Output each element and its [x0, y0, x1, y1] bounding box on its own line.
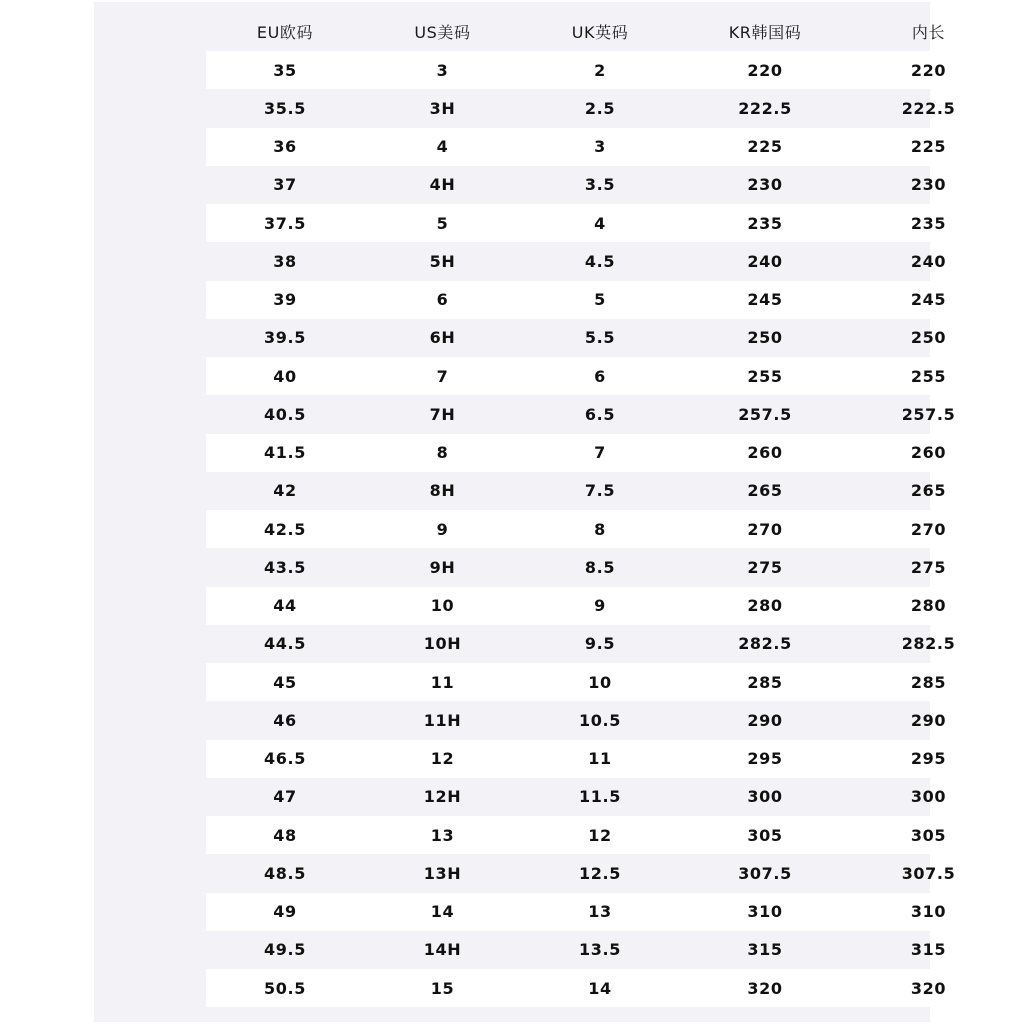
us-size-cell: 10H [423, 634, 462, 654]
inner-length-cell: 300 [910, 787, 947, 807]
kr-size-cell: 307.5 [738, 863, 792, 883]
table-row [206, 357, 1006, 395]
table-row [206, 854, 1006, 892]
us-size-cell: 13 [430, 825, 455, 845]
eu-size-cell: 45 [273, 672, 297, 692]
eu-size-cell: 39 [273, 290, 297, 310]
eu-size-cell: 41.5 [264, 443, 306, 463]
inner-length-cell: 260 [910, 443, 947, 463]
inner-length-cell: 290 [910, 710, 947, 730]
us-size-cell: 13H [423, 863, 462, 883]
eu-size-cell: 42 [273, 481, 297, 501]
inner-length-cell: 265 [910, 481, 947, 501]
header-inner-length: 内长 [911, 23, 946, 42]
us-size-cell: 14H [423, 940, 462, 960]
eu-size-cell: 36 [273, 137, 297, 157]
eu-size-cell: 35 [273, 60, 297, 80]
uk-size-cell: 13 [588, 902, 612, 922]
us-size-cell: 11H [423, 710, 462, 730]
us-size-cell: 6H [429, 328, 456, 348]
table-row [206, 319, 1006, 357]
uk-size-cell: 8.5 [584, 557, 616, 577]
us-size-cell: 15 [430, 978, 455, 998]
inner-length-cell: 255 [910, 366, 947, 386]
us-size-cell: 4 [436, 137, 449, 157]
uk-size-cell: 5.5 [584, 328, 616, 348]
inner-length-cell: 245 [910, 290, 947, 310]
size-chart-panel [94, 2, 956, 1022]
inner-length-cell: 310 [910, 902, 947, 922]
table-row [206, 740, 1006, 778]
size-chart-table [206, 12, 1006, 1007]
kr-size-cell: 235 [747, 213, 783, 233]
inner-length-cell: 280 [910, 596, 947, 616]
kr-size-cell: 225 [747, 137, 783, 157]
table-row [206, 701, 1006, 739]
kr-size-cell: 290 [747, 710, 783, 730]
table-row [206, 89, 1006, 127]
table-row [206, 969, 1006, 1007]
us-size-cell: 7 [436, 366, 449, 386]
eu-size-cell: 44 [273, 596, 297, 616]
kr-size-cell: 240 [747, 251, 783, 271]
uk-size-cell: 6.5 [584, 404, 616, 424]
uk-size-cell: 12 [588, 825, 612, 845]
table-row [206, 472, 1006, 510]
eu-size-cell: 48 [273, 825, 297, 845]
kr-size-cell: 220 [747, 60, 783, 80]
kr-size-cell: 257.5 [738, 404, 792, 424]
inner-length-cell: 315 [910, 940, 947, 960]
inner-length-cell: 257.5 [901, 404, 956, 424]
eu-size-cell: 39.5 [264, 328, 306, 348]
table-row [206, 778, 1006, 816]
kr-size-cell: 282.5 [738, 634, 792, 654]
kr-size-cell: 310 [747, 902, 783, 922]
table-row [206, 663, 1006, 701]
uk-size-cell: 9.5 [584, 634, 616, 654]
inner-length-cell: 282.5 [901, 634, 956, 654]
us-size-cell: 7H [429, 404, 456, 424]
eu-size-cell: 46 [273, 710, 297, 730]
table-row [206, 395, 1006, 433]
uk-size-cell: 4 [594, 213, 606, 233]
us-size-cell: 10 [430, 596, 455, 616]
table-row [206, 893, 1006, 931]
inner-length-cell: 220 [910, 60, 947, 80]
inner-length-cell: 295 [910, 749, 947, 769]
eu-size-cell: 44.5 [264, 634, 306, 654]
eu-size-cell: 48.5 [264, 863, 306, 883]
uk-size-cell: 9 [594, 596, 606, 616]
inner-length-cell: 230 [910, 175, 947, 195]
inner-length-cell: 275 [910, 557, 947, 577]
uk-size-cell: 14 [588, 978, 612, 998]
kr-size-cell: 285 [747, 672, 783, 692]
table-row [206, 51, 1006, 89]
uk-size-cell: 10 [588, 672, 612, 692]
uk-size-cell: 12.5 [579, 863, 621, 883]
table-row [206, 816, 1006, 854]
kr-size-cell: 280 [747, 596, 783, 616]
uk-size-cell: 7 [594, 443, 606, 463]
header-kr: KR韩国码 [728, 23, 802, 42]
eu-size-cell: 43.5 [264, 557, 306, 577]
eu-size-cell: 37 [273, 175, 297, 195]
uk-size-cell: 2 [594, 60, 606, 80]
uk-size-cell: 11.5 [579, 787, 621, 807]
us-size-cell: 9H [429, 557, 456, 577]
eu-size-cell: 47 [273, 787, 297, 807]
us-size-cell: 3H [429, 98, 456, 118]
kr-size-cell: 300 [747, 787, 783, 807]
inner-length-cell: 225 [910, 137, 947, 157]
uk-size-cell: 6 [594, 366, 606, 386]
us-size-cell: 12 [430, 749, 455, 769]
table-row [206, 128, 1006, 166]
us-size-cell: 8 [436, 443, 449, 463]
inner-length-cell: 307.5 [901, 863, 956, 883]
header-us: US美码 [414, 23, 471, 42]
inner-length-cell: 240 [910, 251, 947, 271]
uk-size-cell: 3.5 [584, 175, 616, 195]
eu-size-cell: 49.5 [264, 940, 306, 960]
uk-size-cell: 8 [594, 519, 606, 539]
inner-length-cell: 235 [910, 213, 947, 233]
us-size-cell: 5 [436, 213, 449, 233]
us-size-cell: 14 [430, 902, 455, 922]
uk-size-cell: 7.5 [584, 481, 616, 501]
uk-size-cell: 3 [594, 137, 606, 157]
kr-size-cell: 245 [747, 290, 783, 310]
us-size-cell: 12H [423, 787, 462, 807]
eu-size-cell: 42.5 [264, 519, 306, 539]
kr-size-cell: 305 [747, 825, 783, 845]
table-row [206, 548, 1006, 586]
us-size-cell: 11 [430, 672, 455, 692]
kr-size-cell: 250 [747, 328, 783, 348]
table-row [206, 434, 1006, 472]
eu-size-cell: 40 [273, 366, 297, 386]
kr-size-cell: 230 [747, 175, 783, 195]
us-size-cell: 8H [429, 481, 456, 501]
table-row [206, 587, 1006, 625]
us-size-cell: 9 [436, 519, 449, 539]
inner-length-cell: 222.5 [901, 98, 956, 118]
kr-size-cell: 255 [747, 366, 783, 386]
eu-size-cell: 35.5 [264, 98, 306, 118]
table-header-row [206, 12, 1006, 51]
kr-size-cell: 275 [747, 557, 783, 577]
table-row [206, 242, 1006, 280]
eu-size-cell: 49 [273, 902, 297, 922]
inner-length-cell: 305 [910, 825, 947, 845]
kr-size-cell: 295 [747, 749, 783, 769]
uk-size-cell: 5 [594, 290, 606, 310]
inner-length-cell: 285 [910, 672, 947, 692]
header-uk: UK英码 [571, 23, 629, 42]
us-size-cell: 5H [429, 251, 456, 271]
table-row [206, 166, 1006, 204]
uk-size-cell: 10.5 [579, 710, 621, 730]
eu-size-cell: 50.5 [264, 978, 306, 998]
table-row [206, 510, 1006, 548]
kr-size-cell: 320 [747, 978, 783, 998]
table-body [206, 51, 1006, 1007]
header-eu: EU欧码 [256, 23, 314, 42]
eu-size-cell: 38 [273, 251, 297, 271]
uk-size-cell: 4.5 [584, 251, 616, 271]
table-row [206, 281, 1006, 319]
kr-size-cell: 270 [747, 519, 783, 539]
table-row [206, 204, 1006, 242]
inner-length-cell: 270 [910, 519, 947, 539]
us-size-cell: 4H [429, 175, 456, 195]
uk-size-cell: 11 [588, 749, 612, 769]
table-row [206, 931, 1006, 969]
inner-length-cell: 320 [910, 978, 947, 998]
eu-size-cell: 40.5 [264, 404, 306, 424]
uk-size-cell: 13.5 [579, 940, 621, 960]
eu-size-cell: 46.5 [264, 749, 306, 769]
us-size-cell: 3 [436, 60, 449, 80]
table-row [206, 625, 1006, 663]
us-size-cell: 6 [436, 290, 449, 310]
kr-size-cell: 260 [747, 443, 783, 463]
kr-size-cell: 315 [747, 940, 783, 960]
kr-size-cell: 222.5 [738, 98, 792, 118]
eu-size-cell: 37.5 [264, 213, 306, 233]
inner-length-cell: 250 [910, 328, 947, 348]
kr-size-cell: 265 [747, 481, 783, 501]
uk-size-cell: 2.5 [584, 98, 616, 118]
